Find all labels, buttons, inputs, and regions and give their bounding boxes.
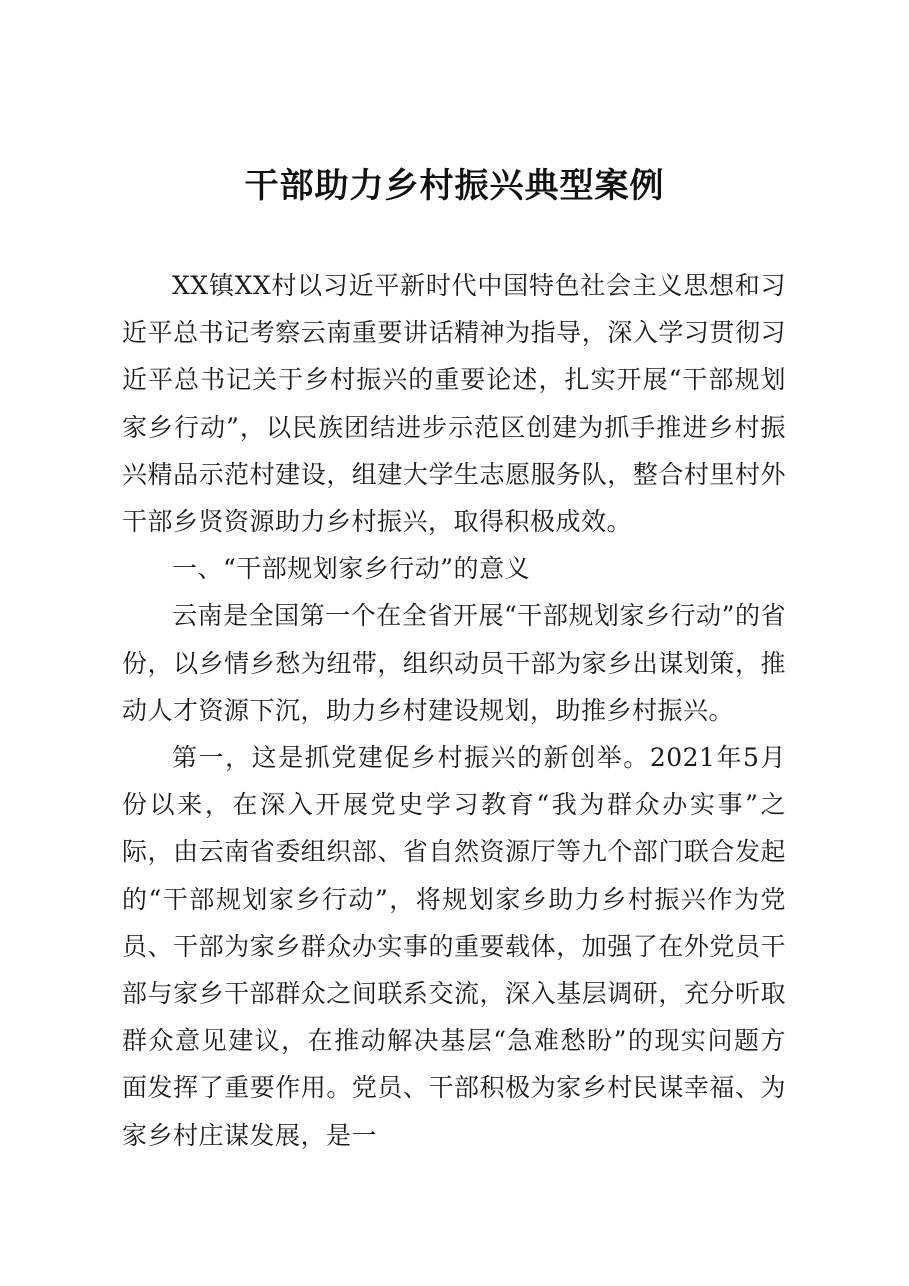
section-heading-1: 一、“干部规划家乡行动”的意义 (172, 554, 531, 584)
paragraph-first-point: 第一，这是抓党建促乡村振兴的新创举。2021年5月份以来，在深入开展党史学习教育“我为群众办实事”之际，由云南省委组织部、省自然资源厅等九个部门联合发起的“干部规划家乡行动”，将规划家乡助力乡村振兴作为党员、干部为家乡群众办实事的重要载体，加强了在外党员干部与家乡干部群众之间联系交流，深入基层调研，充分听取群众意见建议，在推动解决基层“急难愁盼”的现实问题方面发挥了重要作用。党员、干部积极为家乡村民谋幸福、为家乡村庄谋发展，是一 (122, 743, 786, 1150)
document-title: 干部助力乡村振兴典型案例 (244, 166, 665, 206)
paragraph-yunnan: 云南是全国第一个在全省开展“干部规划家乡行动”的省份，以乡情乡愁为纽带，组织动员干部为家乡出谋划策，推动人才资源下沉，助力乡村建设规划，助推乡村振兴。 (122, 601, 786, 725)
paragraph-intro: XX镇XX村以习近平新时代中国特色社会主义思想和习近平总书记考察云南重要讲话精神为指导，深入学习贯彻习近平总书记关于乡村振兴的重要论述，扎实开展“干部规划家乡行动”，以民族团结进步示范区创建为抓手推进乡村振兴精品示范村建设，组建大学生志愿服务队，整合村里村外干部乡贤资源助力乡村振兴，取得积极成效。 (122, 271, 786, 537)
document-body (122, 262, 786, 1159)
